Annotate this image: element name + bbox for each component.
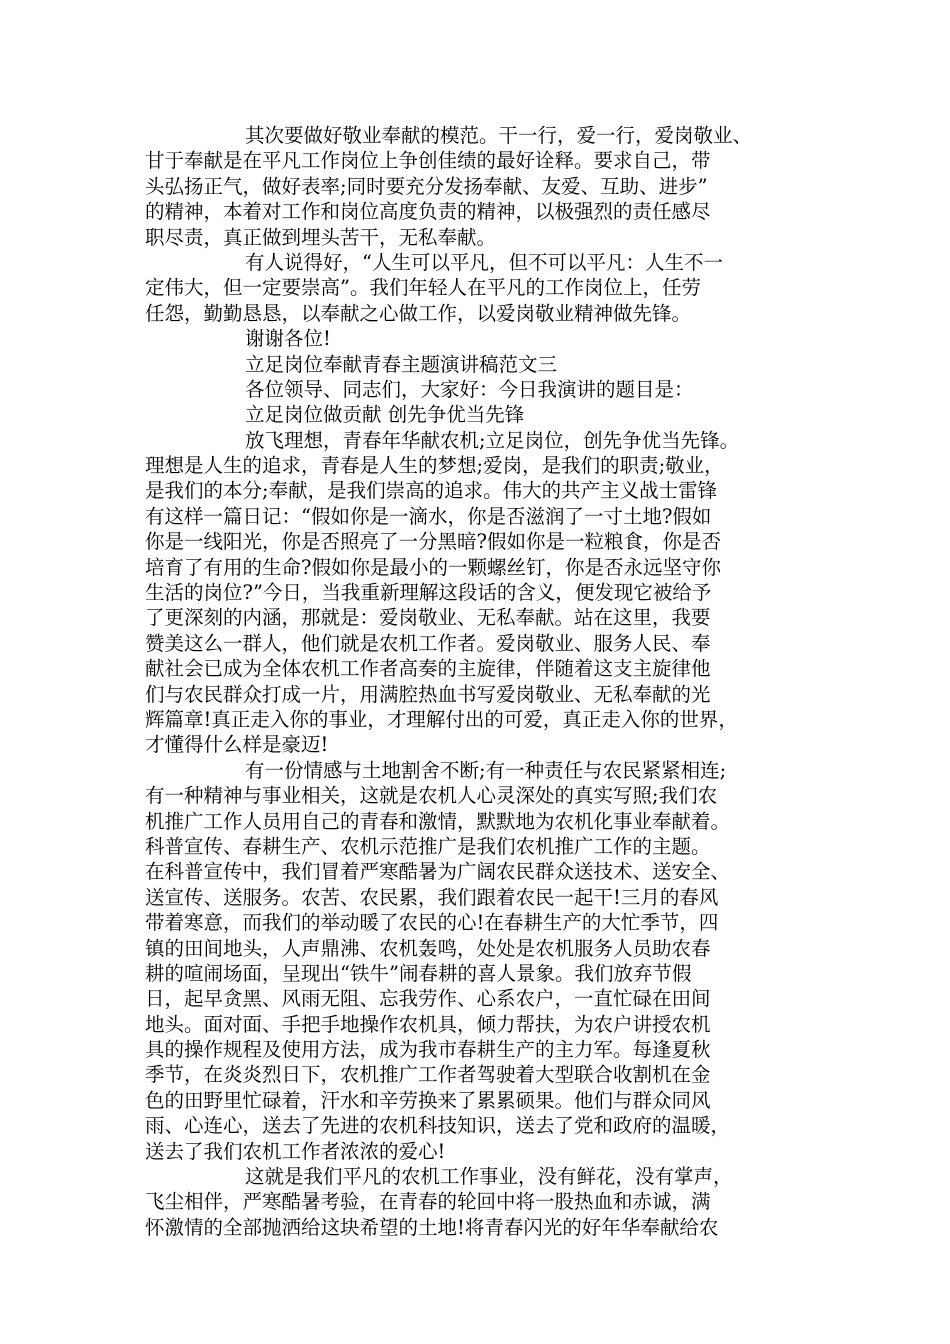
paragraph-first-line: 有人说得好，“人生可以平凡，但不可以平凡：人生不一 xyxy=(245,250,723,274)
paragraph-line: 送去了我们农机工作者浓浓的爱心! xyxy=(145,1139,446,1163)
paragraph xyxy=(145,758,825,1164)
paragraph-line: 定伟大，但一定要崇高”。我们年轻人在平凡的工作岗位上，任劳 xyxy=(145,276,701,300)
document-body xyxy=(145,123,825,1240)
paragraph xyxy=(145,1164,825,1240)
paragraph-first-line: 立足岗位做贡献 创先争优当先锋 xyxy=(245,403,525,427)
paragraph-line: 辉篇章!真正走入你的事业，才理解付出的可爱，真正走入你的世界， xyxy=(145,707,738,731)
paragraph-line: 生活的岗位?”今日，当我重新理解这段话的含义，便发现它被给予 xyxy=(145,581,712,605)
paragraph-line: 是我们的本分;奉献，是我们崇高的追求。伟大的共产主义战士雷锋 xyxy=(145,479,718,503)
paragraph-line: 有一种精神与事业相关，这就是农机人心灵深处的真实写照;我们农 xyxy=(145,784,718,808)
paragraph-first-line: 有一份情感与土地割舍不断;有一种责任与农民紧紧相连; xyxy=(245,758,727,782)
paragraph-line: 送宣传、送服务。农苦、农民累，我们跟着农民一起干!三月的春风 xyxy=(145,885,719,909)
paragraph xyxy=(145,326,825,351)
paragraph-line: 具的操作规程及使用方法，成为我市春耕生产的主力军。每逢夏秋 xyxy=(145,1038,711,1062)
paragraph-first-line: 放飞理想，青春年华献农机;立足岗位，创先争优当先锋。 xyxy=(245,428,740,452)
paragraph-line: 雨、心连心，送去了先进的农机科技知识，送去了党和政府的温暖， xyxy=(145,1114,731,1138)
paragraph-first-line: 这就是我们平凡的农机工作事业，没有鲜花，没有掌声， xyxy=(245,1165,733,1189)
paragraph-line: 赞美这么一群人，他们就是农机工作者。爱岗敬业、服务人民、奉 xyxy=(145,631,711,655)
paragraph-line: 飞尘相伴，严寒酷暑考验，在青春的轮回中将一股热血和赤诚，满 xyxy=(145,1190,711,1214)
paragraph-first-line: 各位领导、同志们，大家好：今日我演讲的题目是： xyxy=(245,377,694,401)
paragraph-line: 们与农民群众打成一片，用满腔热血书写爱岗敬业、无私奉献的光 xyxy=(145,682,711,706)
paragraph-line: 头弘扬正气，做好表率;同时要充分发扬奉献、友爱、互助、进步” xyxy=(145,174,708,198)
paragraph xyxy=(145,402,825,427)
paragraph-line: 机推广工作人员用自己的青春和激情，默默地为农机化事业奉献着。 xyxy=(145,809,731,833)
paragraph-first-line: 谢谢各位! xyxy=(245,327,331,351)
paragraph-line: 理想是人生的追求，青春是人生的梦想;爱岗，是我们的职责;敬业， xyxy=(145,454,724,478)
paragraph-line: 镇的田间地头，人声鼎沸、农机轰鸣，处处是农机服务人员助农春 xyxy=(145,936,711,960)
paragraph-line: 色的田野里忙碌着，汗水和辛劳换来了累累硕果。他们与群众同风 xyxy=(145,1088,711,1112)
paragraph-line: 耕的喧闹场面，呈现出“铁牛”闹春耕的喜人景象。我们放弃节假 xyxy=(145,961,692,985)
paragraph-line: 怀激情的全部抛洒给这块希望的土地!将青春闪光的好年华奉献给农 xyxy=(145,1215,719,1239)
paragraph-line: 科普宣传、春耕生产、农机示范推广是我们农机推广工作的主题。 xyxy=(145,834,711,858)
paragraph-line: 日，起早贪黑、风雨无阻、忘我劳作、心系农户，一直忙碌在田间 xyxy=(145,987,711,1011)
paragraph-line: 在科普宣传中，我们冒着严寒酷暑为广阔农民群众送技术、送安全、 xyxy=(145,860,731,884)
paragraph-first-line: 其次要做好敬业奉献的模范。干一行，爱一行，爱岗敬业、 xyxy=(245,124,753,147)
paragraph-line: 你是一线阳光，你是否照亮了一分黑暗?假如你是一粒粮食，你是否 xyxy=(145,530,721,554)
paragraph xyxy=(145,123,825,250)
paragraph xyxy=(145,352,825,377)
paragraph xyxy=(145,428,825,758)
paragraph-first-line: 立足岗位奉献青春主题演讲稿范文三 xyxy=(245,352,558,376)
paragraph-line: 了更深刻的内涵，那就是：爱岗敬业、无私奉献。站在这里，我要 xyxy=(145,606,711,630)
paragraph-line: 职尽责，真正做到埋头苦干，无私奉献。 xyxy=(145,225,497,249)
paragraph-line: 甘于奉献是在平凡工作岗位上争创佳绩的最好诠释。要求自己，带 xyxy=(145,149,711,173)
paragraph-line: 带着寒意，而我们的举动暖了农民的心!在春耕生产的大忙季节，四 xyxy=(145,911,719,935)
paragraph-line: 培育了有用的生命?假如你是最小的一颗螺丝钉，你是否永远坚守你 xyxy=(145,555,721,579)
paragraph-line: 季节，在炎炎烈日下，农机推广工作者驾驶着大型联合收割机在金 xyxy=(145,1063,711,1087)
paragraph-line: 才懂得什么样是豪迈! xyxy=(145,733,329,757)
paragraph xyxy=(145,250,825,326)
paragraph-line: 有这样一篇日记：“假如你是一滴水，你是否滋润了一寸土地?假如 xyxy=(145,504,712,528)
paragraph-line: 任怨，勤勤恳恳，以奉献之心做工作，以爱岗敬业精神做先锋。 xyxy=(145,301,692,325)
paragraph-line: 地头。面对面、手把手地操作农机具，倾力帮扶，为农户讲授农机 xyxy=(145,1012,711,1036)
paragraph xyxy=(145,377,825,402)
paragraph-line: 献社会已成为全体农机工作者高奏的主旋律，伴随着这支主旋律他 xyxy=(145,657,711,681)
paragraph-line: 的精神，本着对工作和岗位高度负责的精神，以极强烈的责任感尽 xyxy=(145,200,711,224)
